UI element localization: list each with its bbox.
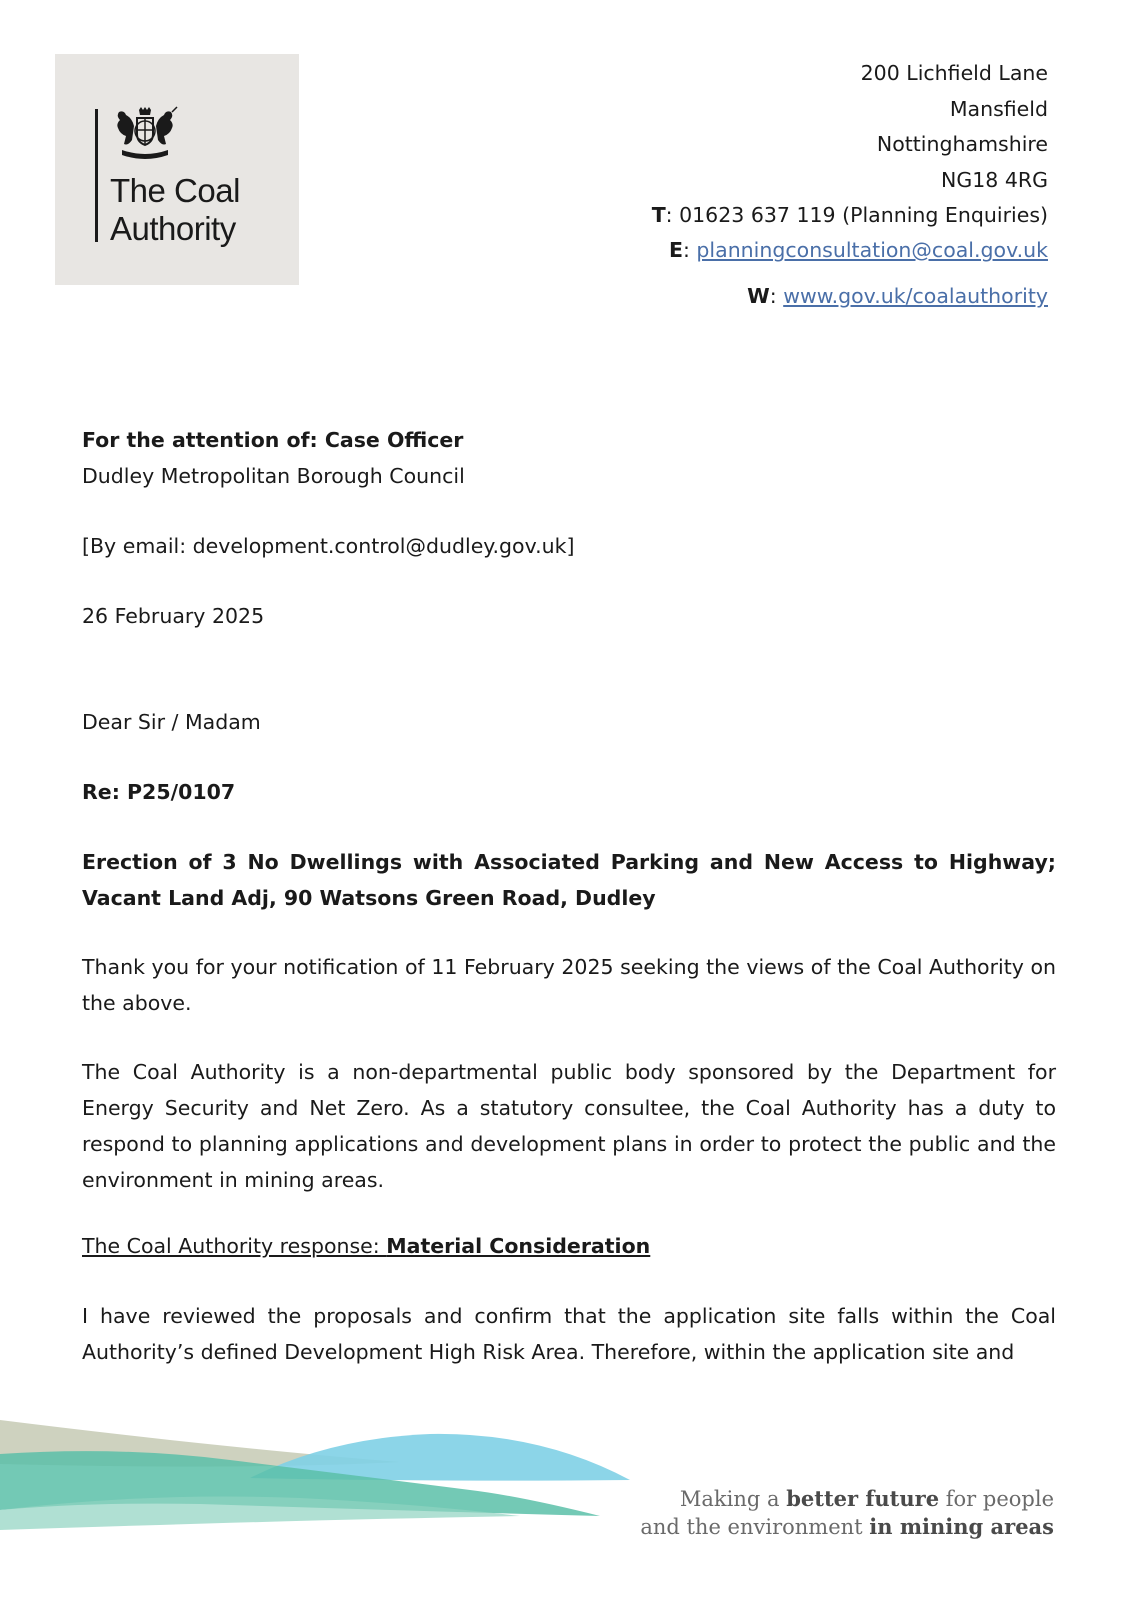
by-email-line: [By email: development.control@dudley.gov.uk] (82, 534, 575, 558)
phone-line (652, 198, 1048, 234)
address-line-4: NG18 4RG (941, 167, 1048, 192)
council-name: Dudley Metropolitan Borough Council (82, 464, 465, 488)
email-line: E: planningconsultation@coal.gov.uk (668, 238, 1048, 262)
paragraph-1: Thank you for your notification of 11 February 2025 seeking the views of the Coal Authority on the above. (82, 955, 1056, 1015)
letter-date: 26 February 2025 (82, 604, 265, 628)
logo-wordmark (110, 172, 240, 248)
tagline-line-1: Making a better future for people (679, 1486, 1054, 1511)
web-label: W (747, 284, 770, 308)
logo-line-1: The Coal (110, 172, 240, 209)
recipient-block (82, 422, 1056, 494)
paragraph-3: I have reviewed the proposals and confirm that the application site falls within the Coal Authority’s defined Development High Risk Area. Therefore, within the application site and (82, 1304, 1056, 1364)
coal-authority-logo (55, 54, 299, 285)
email-link[interactable]: planningconsultation@coal.gov.uk (696, 238, 1048, 262)
website-link[interactable]: www.gov.uk/coalauthority (783, 284, 1048, 308)
phone-label: T (651, 203, 666, 227)
logo-divider (95, 109, 98, 242)
logo-line-2: Authority (110, 210, 236, 247)
paragraph-2: The Coal Authority is a non-departmental public body sponsored by the Department for Energy Security and Net Zero. As a statutory consultee, the Coal Authority has a duty to respond to planning applications and development plans in order to protect the public and the environment in mining areas. (82, 1060, 1056, 1192)
response-label: The Coal Authority response: (82, 1234, 387, 1258)
subject-heading: Erection of 3 No Dwellings with Associated Parking and New Access to Highway; Vacant Land Adj, 90 Watsons Green Road, Dudley (82, 850, 1056, 910)
attention-line: For the attention of: Case Officer (82, 428, 464, 452)
salutation: Dear Sir / Madam (82, 710, 261, 734)
address-line-3: Nottinghamshire (876, 132, 1048, 156)
tagline-line-2: and the environment in mining areas (640, 1514, 1054, 1539)
footer-tagline (640, 1485, 1054, 1541)
address-line-1: 200 Lichfield Lane (860, 61, 1048, 85)
sender-address (652, 56, 1048, 234)
phone-number: : 01623 637 119 (Planning Enquiries) (665, 203, 1048, 227)
response-line (82, 1228, 1056, 1264)
web-line: W: www.gov.uk/coalauthority (747, 284, 1048, 308)
email-label: E (668, 238, 683, 262)
address-line-2: Mansfield (949, 96, 1048, 121)
footer-wave-graphic (0, 1420, 660, 1600)
reference: Re: P25/0107 (82, 780, 236, 804)
royal-crest-icon (110, 106, 180, 166)
response-value: Material Consideration (386, 1234, 651, 1258)
